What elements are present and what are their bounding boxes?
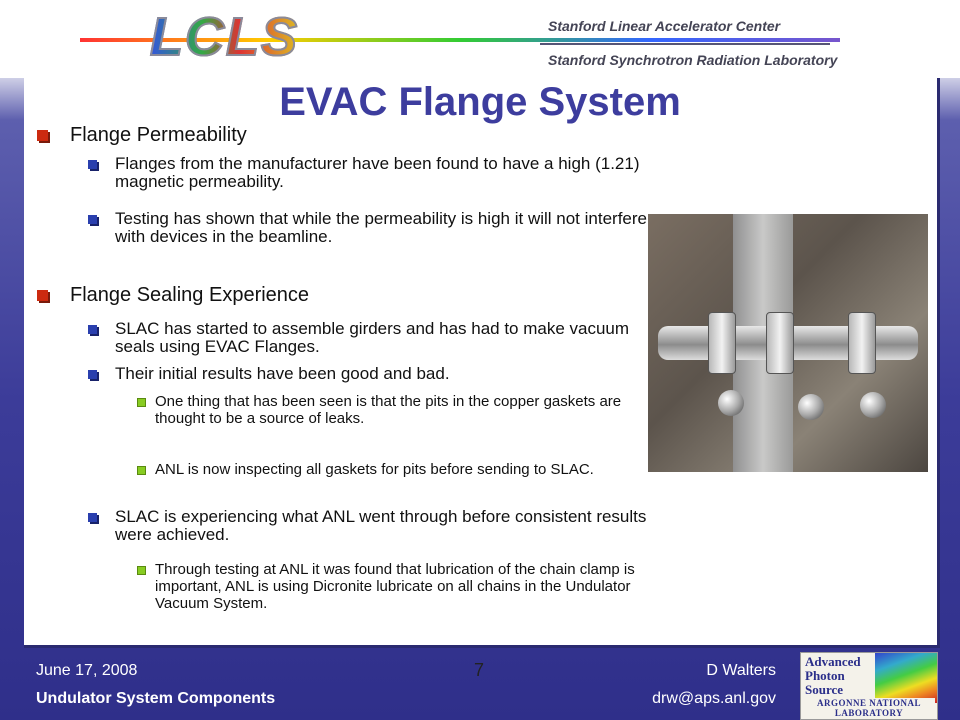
level2-bullet-marker: [88, 160, 97, 169]
aps-logo: [800, 652, 938, 720]
org-line-1: Stanford Linear Accelerator Center: [548, 18, 781, 34]
org-line-2: Stanford Synchrotron Radiation Laboratory: [548, 52, 838, 68]
level2-bullet-marker: [88, 513, 97, 522]
slide-header: [0, 0, 960, 78]
level1-bullet-marker: [37, 130, 48, 141]
chain-clamp-knob: [798, 394, 824, 420]
flange-right: [848, 312, 876, 374]
slide-title: EVAC Flange System: [279, 80, 681, 124]
footer-date: June 17, 2008: [36, 662, 138, 679]
level1-bullet-marker: [37, 290, 48, 301]
footer-author: D Walters: [706, 662, 776, 679]
chain-clamp-knob: [718, 390, 744, 416]
section-heading: Flange Permeability: [70, 124, 247, 146]
level3-bullet-marker: [137, 466, 146, 475]
flange-left: [708, 312, 736, 374]
list-item: Flanges from the manufacturer have been found to have a high (1.21) magnetic permeability.: [115, 154, 640, 191]
list-subitem: Through testing at ANL it was found that lubrication of the chain clamp is important, ANL is using Dicronite lubricate on all chains in the Undulator Vacuum System.: [155, 561, 635, 612]
footer-email: drw@aps.anl.gov: [652, 690, 776, 707]
org-divider: [540, 43, 830, 45]
chain-clamp-knob: [860, 392, 886, 418]
list-item: SLAC is experiencing what ANL went through before consistent results were achieved.: [115, 507, 647, 544]
flange-photo: [648, 214, 928, 472]
list-item: Their initial results have been good and bad.: [115, 364, 450, 383]
aps-logo-text: Advanced Photon Source: [805, 654, 861, 697]
level2-bullet-marker: [88, 325, 97, 334]
aps-logo-lab: ARGONNE NATIONAL LABORATORY: [803, 698, 935, 718]
aps-rainbow-graphic: [875, 653, 937, 703]
list-subitem: One thing that has been seen is that the pits in the copper gaskets are thought to be a source of leaks.: [155, 393, 622, 427]
footer-event: Undulator System Components: [36, 690, 276, 707]
section-heading: Flange Sealing Experience: [70, 284, 310, 306]
level3-bullet-marker: [137, 398, 146, 407]
level2-bullet-marker: [88, 370, 97, 379]
page-number: 7: [474, 660, 485, 680]
list-item: SLAC has started to assemble girders and has had to make vacuum seals using EVAC Flanges.: [115, 319, 630, 356]
list-subitem: ANL is now inspecting all gaskets for pits before sending to SLAC.: [155, 461, 594, 478]
list-item: Testing has shown that while the permeability is high it will not interfere with devices in the beamline.: [115, 209, 647, 246]
level2-bullet-marker: [88, 215, 97, 224]
level3-bullet-marker: [137, 566, 146, 575]
lcls-logo: LCLS: [150, 7, 299, 67]
flange-center: [766, 312, 794, 374]
